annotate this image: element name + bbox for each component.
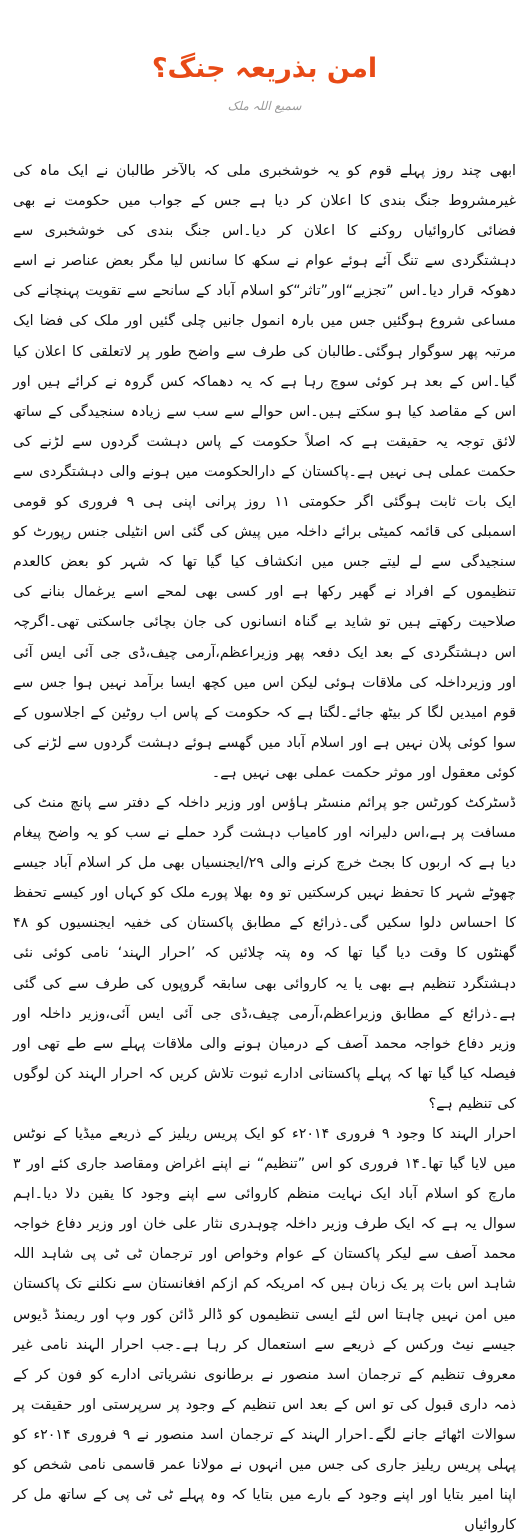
- article-paragraph: ڈسٹرکٹ کورٹس جو پرائم منسٹر ہاؤس اور وزیر داخلہ کے دفتر سے پانچ منٹ کی مسافت پر ہے،اس دلیرانہ اور کامیاب دہشت گرد حملے نے سب کو یہ واضح پیغام دیا ہے کہ اربوں کا بجٹ خرچ کرنے والی ۲۹/ایجنسیاں بھی مل کر اسلام آباد جیسے چھوٹے شہر کا تحفظ نہیں کرسکتیں تو وہ بھلا پورے ملک کو کہاں اور کیسے تحفظ کا احساس دلوا سکیں گی۔ذرائع کے مطابق پاکستان کی خفیہ ایجنسیوں کو ۴۸ گھنٹوں کا وقت دیا گیا تھا کہ وہ پتہ چلائیں کہ ’احرار الہند‘ نامی کوئی نئی دہشتگرد تنظیم ہے بھی یا یہ کاروائی بھی سابقہ گروپوں کی طرف سے کی گئی ہے۔ذرائع کے مطابق وزیراعظم،آرمی چیف،ڈی جی آئی ایس آئی،وزیر داخلہ اور وزیر دفاع خواجہ محمد آصف کے درمیان ہونے والی ملاقات پہلے سے طے تھی اور فیصلہ کیا گیا تھا کہ پہلے پاکستانی ادارے ثبوت تلاش کریں کہ احرار الہند کن لوگوں کی تنظیم ہے؟: [13, 794, 516, 1112]
- article-paragraph: ابھی چند روز پہلے قوم کو یہ خوشخبری ملی کہ بالآخر طالبان نے ایک ماہ کی غیرمشروط جنگ بندی کا اعلان کر دیا ہے جس کے جواب میں حکومت نے بھی فضائی کاروائیاں روکنے کا اعلان کر دیا۔اس جنگ بندی کی خوشخبری سے دہشتگردی سے تنگ آئے ہوئے عوام نے سکھ کا سانس لیا مگر بعض عناصر نے اسے دھوکہ قرار دیا۔اس ”تجزیے“اور”تاثر“کو اسلام آباد کے سانحے سے تقویت پہنچانے کی مساعی شروع ہوگئیں جس میں بارہ انمول جانیں چلی گئیں اور ملک کی فضا ایک مرتبہ پھر سوگوار ہوگئی۔طالبان کی طرف سے واضح طور پر لاتعلقی کا اعلان کیا گیا۔اس کے بعد ہر کوئی سوچ رہا ہے کہ یہ دھماکہ کس گروہ نے کرائے ہیں اور اس کے مقاصد کیا ہو سکتے ہیں۔اس حوالے سے سب سے زیادہ سنجیدگی کے ساتھ لائق توجہ یہ حقیقت ہے کہ اصلاً حکومت کے پاس دہشت گردوں سے لڑنے کی حکمت عملی ہی نہیں ہے۔پاکستان کے دارالحکومت میں ہونے والی دہشتگردی سے ایک بات ثابت ہوگئی اگر حکومتی ۱۱ روز پرانی اپنی ہی ۹ فروری کو قومی اسمبلی کی قائمہ کمیٹی برائے داخلہ میں پیش کی گئی اس انٹیلی جنس رپورٹ کو سنجیدگی سے لے لیتے جس میں انکشاف کیا گیا تھا کہ شہر کو بعض کالعدم تنظیموں کے افراد نے گھیر رکھا ہے اور کسی بھی لمحے اسے یرغمال بنانے کی صلاحیت رکھتے ہیں تو شاید بے گناہ انسانوں کی جان بچائی جاسکتی تھی۔اگرچہ اس دہشتگردی کے بعد ایک دفعہ پھر وزیراعظم،آرمی چیف،ڈی جی آئی ایس آئی اور وزیرداخلہ کی ملاقات ہوئی لیکن اس میں کچھ ایسا برآمد نہیں ہوا جس سے قوم امیدیں لگا کر بیٹھ جائے۔لگتا ہے کہ حکومت کے پاس اب روٹین کے اجلاسوں کے سوا کوئی پلان نہیں ہے اور اسلام آباد میں گھسے ہوئے دہشت گردوں سے لڑنے کی کوئی معقول اور موثر حکمت عملی بھی نہیں ہے۔: [13, 163, 516, 781]
- article-title: امن بذریعہ جنگ؟: [151, 53, 378, 84]
- article-body: [13, 156, 517, 1534]
- article-paragraph: احرار الہند کا وجود ۹ فروری ۲۰۱۴ء کو ایک پریس ریلیز کے ذریعے میڈیا کے نوٹس میں لایا گیا تھا۔۱۴ فروری کو اس ”تنظیم“ نے اپنے اغراض ومقاصد جاری کئے اور ۳ مارچ کو اسلام آباد ایک نہایت منظم کاروائی سے اپنے وجود کا یقین دلا دیا۔اہم سوال یہ ہے کہ ایک طرف وزیر داخلہ چوہدری نثار علی خان اور وزیر دفاع خواجہ محمد آصف سے لیکر پاکستان کے عوام وخواص اور ترجمان ٹی ٹی پی شاہد اللہ شاہد اس بات پر یک زبان ہیں کہ امریکہ کم ازکم افغانستان سے نکلنے تک پاکستان میں امن نہیں چاہتا اس لئے ایسی تنظیموں کو ڈالر ڈائن کور وپ اور ریمنڈ ڈیوس جیسے نیٹ ورکس کے ذریعے سے استعمال کر رہا ہے۔جب احرار الہند نامی غیر معروف تنظیم کے ترجمان اسد منصور نے برطانوی نشریاتی ادارے کو فون کر کے ذمہ داری قبول کی تو اس کے بعد اس تنظیم کے وجود پر سرپرستی اور حقیقت پر سوالات اٹھائے جانے لگے۔احرار الہند کے ترجمان اسد منصور نے ۹ فروری ۲۰۱۴ء کو پہلی پریس ریلیز جاری کی جس میں انہوں نے مولانا عمر قاسمی نامی شخص کو اپنا امیر بتایا اور اپنے وجود کے بارے میں بتایا کہ وہ پہلے ٹی ٹی پی کے ساتھ مل کر کاروائیاں: [13, 1126, 517, 1534]
- author-byline: سمیع اللہ ملک: [227, 99, 302, 113]
